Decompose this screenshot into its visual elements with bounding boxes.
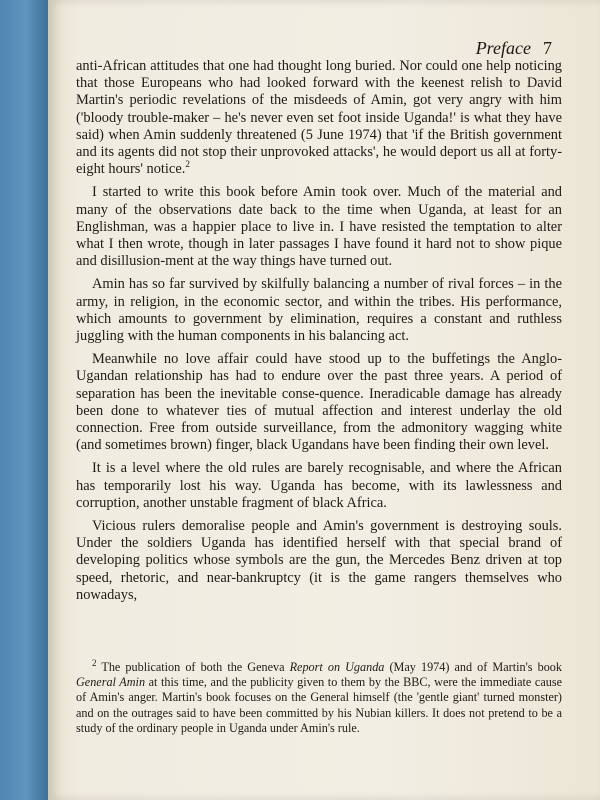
page-number: 7 — [543, 38, 552, 58]
footnote — [76, 657, 562, 736]
running-header — [476, 38, 552, 59]
body-text — [76, 58, 562, 610]
paragraph: I started to write this book before Amin took over. Much of the material and many of the observations date back to the time when Uganda, at least for an Englishman, was a happier place to live in. I have resisted the temptation to alter what I then wrote, though in later passages I have found it hard not to show pique and disillusion-ment at the way things have turned out. — [76, 184, 562, 270]
paragraph: Vicious rulers demoralise people and Amin's government is destroying souls. Under the soldiers Uganda has identified herself with that special brand of developing politics whose symbols are the gun, the Mercedes Benz driven at top speed, rhetoric, and near-bankruptcy (it is the game rangers themselves who nowadays, — [76, 518, 562, 603]
footnote-text: The publication of both the Geneva — [101, 660, 290, 674]
paragraph: It is a level where the old rules are barely recognisable, and where the African has temporarily lost his way. Uganda has become, with its lawlessness and corruption, another unstable fragment of black Africa. — [76, 460, 562, 511]
running-title: Preface — [475, 38, 531, 58]
footnote-text: at this time, and the publicity given to them by the BBC, were the immediate cause of Amin's anger. Martin's book focuses on the General himself (the 'gentle giant' turned monster) and on the outrages said to have been committed by his Nubian killers. It does not pretend to be a study of the ordinary people in Uganda under Amin's rule. — [76, 675, 562, 735]
footnote-marker: 2 — [92, 657, 97, 668]
footnote-title-report: Report on Uganda — [289, 660, 385, 674]
paragraph — [76, 58, 562, 178]
footnote-title-book: General Amin — [76, 675, 146, 690]
paragraph: Meanwhile no love affair could have stood up to the buffetings the Anglo-Ugandan relationship has had to endure over the past three years. A period of separation has been the inevitable conse-quence. Ineradicable damage has already been done to whatever ties of mutual affection and interest underlay the old connection. Free from outside surveillance, from the admonitory wagging white (and sometimes brown) finger, black Ugandans have been finding their own level. — [76, 351, 562, 454]
paragraph-text: anti-African attitudes that one had thought long buried. Nor could one help noticing that those Europeans who had looked forward with the keenest relish to David Martin's periodic revelations of the misdeeds of Amin, got very angry with him ('bloody trouble-maker – he's never even set foot inside Uganda!' is what they have said) when Amin suddenly threatened (5 June 1974) that 'if the British government and its agents did not stop their unprovoked attacks', he would deport us all at forty-eight hours' notice. — [76, 58, 562, 178]
footnote-text: (May 1974) and of Martin's book — [384, 660, 562, 674]
footnote-reference: 2 — [185, 159, 190, 170]
paragraph: Amin has so far survived by skilfully balancing a number of rival forces – in the army, in religion, in the economic sector, and within the tribes. His performance, which amounts to government by elimination, requires a constant and ruthless juggling with the human components in his balancing act. — [76, 276, 562, 345]
book-binding — [0, 0, 48, 800]
book-page — [48, 0, 600, 800]
